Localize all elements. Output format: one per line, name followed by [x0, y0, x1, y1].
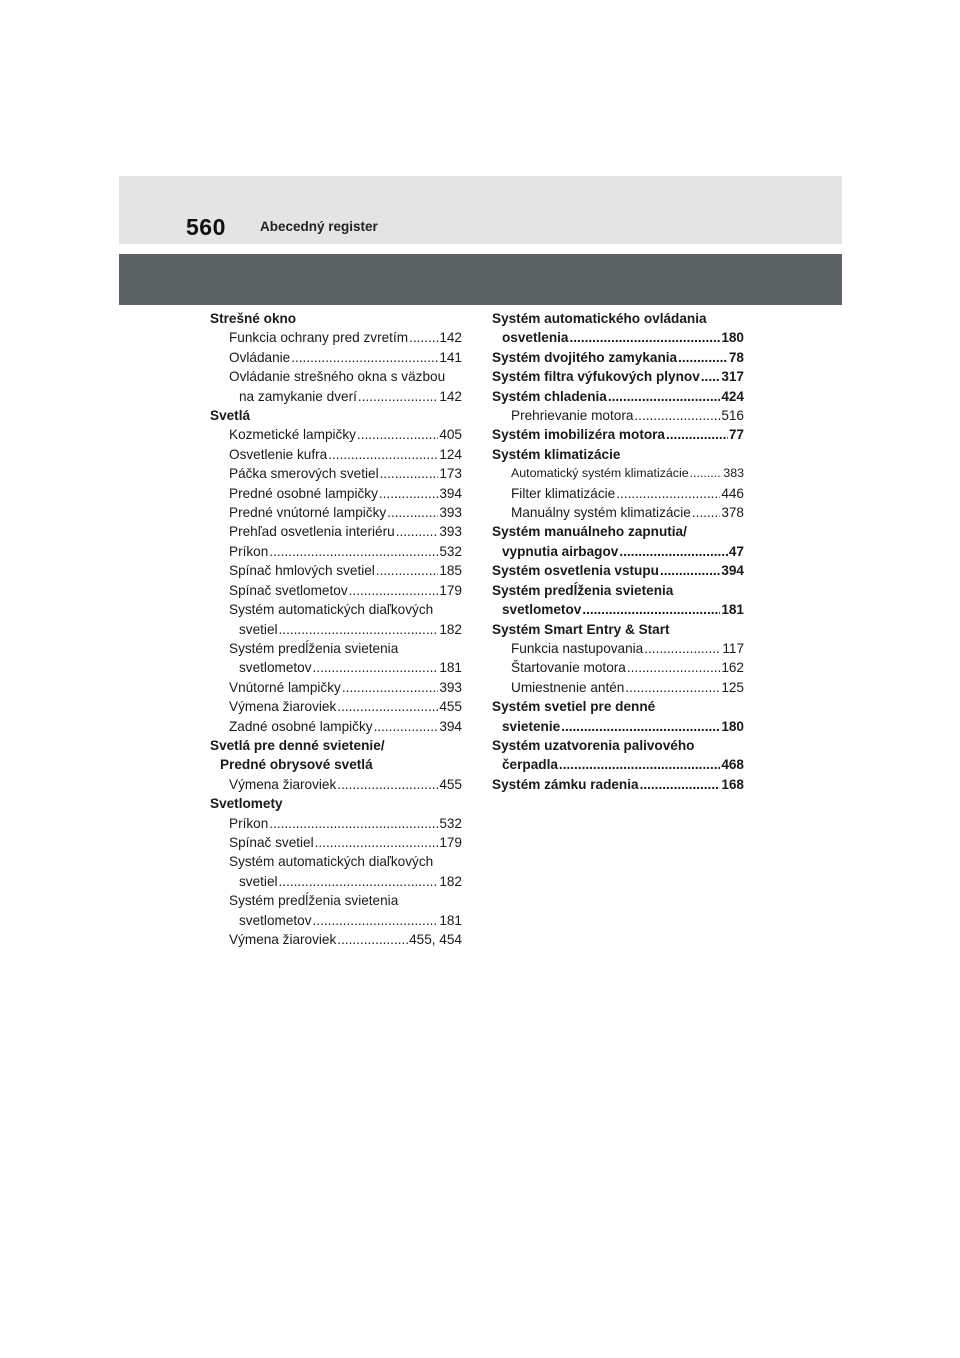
entry-term: Systém automatických diaľkových — [229, 854, 434, 870]
entry-term: Osvetlenie kufra — [229, 446, 328, 462]
entry-term: Prehrievanie motora — [511, 408, 634, 424]
dot-leader — [690, 464, 723, 483]
index-entry — [210, 891, 462, 910]
index-entry — [210, 814, 462, 833]
entry-term: čerpadla — [502, 757, 558, 773]
dot-leader — [357, 425, 438, 444]
dot-leader — [660, 561, 720, 580]
dot-leader — [570, 328, 721, 347]
dot-leader — [313, 658, 439, 677]
entry-term: Kozmetické lampičky — [229, 427, 356, 443]
dot-leader — [337, 775, 438, 794]
entry-term: svetiel — [239, 621, 278, 637]
entry-term: Systém klimatizácie — [492, 446, 621, 462]
index-entry — [210, 522, 462, 541]
dot-leader — [582, 600, 720, 619]
entry-page-number: 77 — [728, 427, 744, 443]
entry-page-number: 378 — [721, 505, 744, 521]
entry-page-number: 124 — [439, 446, 462, 462]
index-entry — [210, 717, 462, 736]
entry-term: Funkcia nastupovania — [511, 640, 644, 656]
index-entry — [492, 542, 744, 561]
entry-term: Funkcia ochrany pred zvretím — [229, 330, 409, 346]
entry-term: Výmena žiaroviek — [229, 699, 337, 715]
entry-term: Systém automatického ovládania — [492, 311, 707, 326]
index-entry — [492, 658, 744, 677]
entry-term: osvetlenia — [502, 330, 569, 346]
index-entry — [492, 600, 744, 619]
entry-page-number: 180 — [721, 330, 744, 346]
index-entry — [210, 911, 462, 930]
entry-term: Svetlá — [210, 408, 251, 424]
entry-term: Spínač svetiel — [229, 834, 314, 850]
entry-page-number: 185 — [439, 563, 462, 579]
index-entry — [210, 328, 462, 347]
entry-page-number: 383 — [723, 466, 744, 481]
index-entry — [210, 620, 462, 639]
header-band — [119, 176, 842, 244]
index-entry — [492, 639, 744, 658]
section-title: Abecedný register — [260, 219, 378, 234]
entry-term: Systém filtra výfukových plynov — [492, 369, 700, 385]
index-entry — [492, 736, 744, 755]
entry-term: Systém chladenia — [492, 388, 607, 404]
entry-page-number: 516 — [721, 408, 744, 424]
index-entry — [210, 833, 462, 852]
entry-page-number: 394 — [439, 718, 462, 734]
entry-page-number: 47 — [728, 543, 744, 559]
entry-term: Výmena žiaroviek — [229, 932, 337, 947]
entry-term: Systém Smart Entry & Start — [492, 621, 670, 637]
index-entry — [492, 620, 744, 639]
index-entry — [492, 697, 744, 716]
entry-term: Systém zámku radenia — [492, 776, 639, 792]
dot-leader — [644, 639, 721, 658]
entry-page-number: 446 — [721, 485, 744, 501]
entry-term: svetlometov — [239, 660, 312, 676]
entry-page-number: 393 — [439, 524, 462, 540]
index-entry — [492, 484, 744, 503]
entry-page-number: 532 — [439, 815, 462, 831]
entry-term: Systém predĺženia svietenia — [229, 893, 399, 909]
dot-leader — [559, 755, 720, 774]
index-entry — [492, 348, 744, 367]
entry-term: Predné obrysové svetlá — [220, 757, 373, 773]
index-entry — [492, 717, 744, 736]
entry-page-number: 455 — [439, 776, 462, 792]
index-entry — [492, 561, 744, 580]
index-entry — [210, 503, 462, 522]
index-entry — [210, 348, 462, 367]
entry-term: Spínač hmlových svetiel — [229, 563, 375, 579]
entry-term: Systém manuálneho zapnutia/ — [492, 524, 687, 540]
entry-term: vypnutia airbagov — [502, 543, 619, 559]
entry-term: svetiel — [239, 873, 278, 889]
entry-page-number: 394 — [439, 485, 462, 501]
index-entry — [210, 658, 462, 677]
dot-leader — [640, 775, 721, 794]
entry-term: Príkon — [229, 543, 269, 559]
entry-term: Prehľad osvetlenia interiéru — [229, 524, 395, 540]
entry-page-number: 182 — [439, 621, 462, 637]
index-entry — [210, 464, 462, 483]
entry-page-number: 455, 454 — [409, 932, 462, 947]
entry-term: Systém uzatvorenia palivového — [492, 737, 695, 753]
dot-leader — [337, 930, 408, 949]
entry-page-number: 394 — [721, 563, 744, 579]
index-entry — [210, 678, 462, 697]
index-entry — [492, 328, 744, 347]
dot-leader — [616, 484, 720, 503]
entry-page-number: 142 — [439, 330, 462, 346]
entry-page-number: 317 — [721, 369, 744, 385]
index-entry — [492, 775, 744, 794]
entry-page-number: 424 — [721, 388, 744, 404]
index-entry — [210, 872, 462, 891]
dot-leader — [379, 484, 438, 503]
entry-page-number: 468 — [721, 757, 744, 773]
index-entry — [492, 387, 744, 406]
index-entry — [210, 775, 462, 794]
entry-term: Príkon — [229, 815, 269, 831]
dot-leader — [313, 911, 439, 930]
dot-leader — [701, 367, 721, 386]
dot-leader — [692, 503, 721, 522]
dot-leader — [666, 425, 728, 444]
entry-page-number: 125 — [721, 679, 744, 695]
index-entry — [210, 755, 462, 774]
index-entry — [492, 522, 744, 541]
dot-leader — [627, 658, 720, 677]
entry-term: Systém predĺženia svietenia — [229, 640, 399, 656]
entry-page-number: 117 — [722, 640, 744, 656]
dot-leader — [328, 445, 438, 464]
index-entry — [492, 678, 744, 697]
entry-page-number: 78 — [728, 349, 744, 365]
dot-leader — [608, 387, 720, 406]
dot-leader — [342, 678, 438, 697]
index-column-right — [492, 309, 744, 794]
entry-term: Systém svetiel pre denné — [492, 699, 656, 715]
entry-term: Vnútorné lampičky — [229, 679, 341, 695]
index-entry — [210, 484, 462, 503]
dot-leader — [625, 678, 720, 697]
index-entry — [210, 309, 462, 328]
index-entry — [492, 309, 744, 328]
entry-term: Manuálny systém klimatizácie — [511, 505, 691, 521]
entry-page-number: 179 — [439, 582, 462, 598]
entry-page-number: 179 — [439, 834, 462, 850]
entry-term: Umiestnenie antén — [511, 679, 625, 695]
index-entry — [210, 930, 462, 949]
entry-page-number: 393 — [439, 679, 462, 695]
entry-term: svetlometov — [239, 912, 312, 928]
entry-page-number: 532 — [439, 543, 462, 559]
entry-term: na zamykanie dverí — [239, 388, 357, 404]
entry-term: Systém osvetlenia vstupu — [492, 563, 659, 579]
entry-term: Predné vnútorné lampičky — [229, 505, 387, 521]
dot-leader — [380, 464, 439, 483]
dot-leader — [279, 872, 439, 891]
entry-term: Automatický systém klimatizácie — [511, 466, 689, 481]
entry-page-number: 180 — [721, 718, 744, 734]
index-entry — [210, 387, 462, 406]
dot-leader — [387, 503, 438, 522]
index-entry — [210, 600, 462, 619]
index-entry — [210, 425, 462, 444]
dot-leader — [376, 561, 438, 580]
dot-leader — [358, 387, 438, 406]
entry-term: Páčka smerových svetiel — [229, 466, 379, 482]
index-entry — [210, 794, 462, 813]
index-entry — [492, 406, 744, 425]
page-number: 560 — [186, 214, 226, 240]
dot-leader — [315, 833, 439, 852]
dot-leader — [561, 717, 720, 736]
entry-page-number: 162 — [721, 660, 744, 676]
dot-leader — [409, 328, 438, 347]
index-entry — [210, 736, 462, 755]
entry-page-number: 168 — [721, 776, 744, 792]
dot-leader — [337, 697, 438, 716]
entry-page-number: 182 — [439, 873, 462, 889]
entry-term: Svetlá pre denné svietenie/ — [210, 737, 385, 753]
entry-page-number: 181 — [439, 912, 462, 928]
dot-leader — [619, 542, 728, 561]
index-entry — [210, 581, 462, 600]
entry-term: Zadné osobné lampičky — [229, 718, 373, 734]
index-entry — [492, 367, 744, 386]
index-entry — [210, 852, 462, 871]
entry-term: Štartovanie motora — [511, 660, 626, 676]
index-entry — [492, 425, 744, 444]
index-entry — [210, 367, 462, 386]
entry-term: Systém predĺženia svietenia — [492, 582, 674, 598]
dot-leader — [279, 620, 439, 639]
dot-leader — [396, 522, 439, 541]
entry-term: Systém automatických diaľkových — [229, 602, 434, 618]
entry-page-number: 173 — [439, 466, 462, 482]
index-column-left — [210, 309, 462, 949]
dot-leader — [678, 348, 728, 367]
entry-term: Ovládanie strešného okna s väzbou — [229, 369, 446, 385]
entry-page-number: 142 — [439, 388, 462, 404]
entry-term: Predné osobné lampičky — [229, 485, 378, 501]
entry-term: Filter klimatizácie — [511, 485, 616, 501]
dot-leader — [291, 348, 438, 367]
entry-term: Výmena žiaroviek — [229, 776, 337, 792]
entry-term: Strešné okno — [210, 311, 297, 326]
index-entry — [210, 445, 462, 464]
index-entry — [210, 639, 462, 658]
entry-page-number: 181 — [439, 660, 462, 676]
entry-page-number: 181 — [721, 602, 744, 618]
index-entry — [492, 581, 744, 600]
entry-term: Systém dvojitého zamykania — [492, 349, 678, 365]
index-entry — [210, 697, 462, 716]
index-entry — [492, 755, 744, 774]
dot-leader — [269, 814, 438, 833]
dot-leader — [634, 406, 720, 425]
entry-term: Systém imobilizéra motora — [492, 427, 665, 443]
dot-leader — [374, 717, 439, 736]
entry-term: svetlometov — [502, 602, 582, 618]
entry-page-number: 141 — [439, 349, 462, 365]
index-entry — [492, 464, 744, 483]
entry-page-number: 405 — [439, 427, 462, 443]
entry-page-number: 393 — [439, 505, 462, 521]
index-entry — [210, 542, 462, 561]
index-entry — [492, 445, 744, 464]
dot-leader — [349, 581, 439, 600]
entry-page-number: 455 — [439, 699, 462, 715]
entry-term: Spínač svetlometov — [229, 582, 348, 598]
index-entry — [492, 503, 744, 522]
entry-term: Ovládanie — [229, 349, 291, 365]
dot-leader — [269, 542, 438, 561]
section-tab-band — [119, 254, 842, 305]
entry-term: svietenie — [502, 718, 561, 734]
entry-term: Svetlomety — [210, 796, 283, 812]
index-entry — [210, 406, 462, 425]
index-entry — [210, 561, 462, 580]
